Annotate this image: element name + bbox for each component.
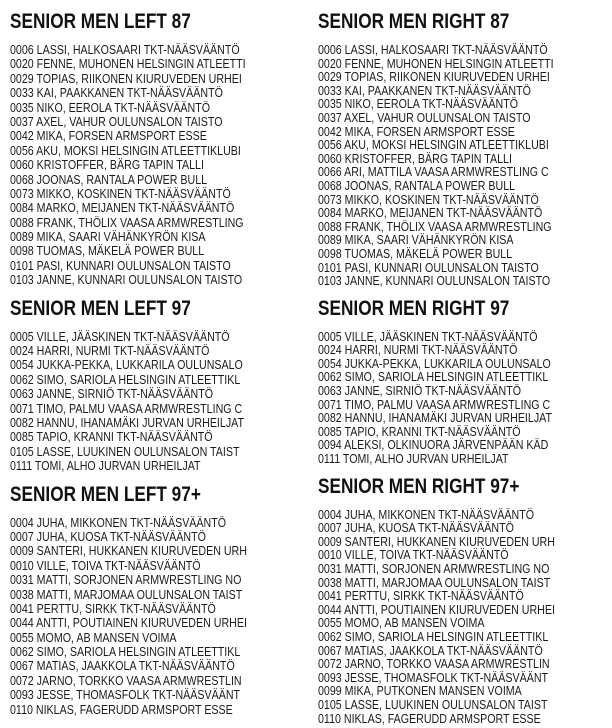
competitor-row-text: 0088 FRANK, THÖLIX VAASA ARMWRESTLING — [10, 214, 244, 230]
competitor-list-left-97plus — [10, 516, 304, 717]
competitor-row-text: 0098 TUOMAS, MÄKELÄ POWER BULL — [10, 243, 205, 259]
competitor-row — [10, 216, 304, 230]
competitor-row — [318, 274, 612, 288]
competitor-row — [10, 115, 304, 129]
competitor-row — [10, 559, 304, 573]
competitor-row-text: 0089 MIKA, SAARI VÄHÄNKYRÖN KISA — [10, 229, 206, 245]
competitor-row — [318, 357, 612, 371]
competitor-row — [10, 187, 304, 201]
competitor-row-text: 0033 KAI, PAAKKANEN TKT-NÄÄSVÄÄNTÖ — [10, 85, 223, 101]
competitor-row-text: 0009 SANTERI, HUKKANEN KIURUVEDEN URH — [10, 543, 247, 559]
competitor-row-text: 0073 MIKKO, KOSKINEN TKT-NÄÄSVÄÄNTÖ — [318, 191, 539, 207]
section-title-right-87 — [318, 10, 612, 34]
competitor-row-text: 0066 ARI, MATTILA VAASA ARMWRESTLING C — [318, 164, 549, 180]
competitor-row-text: 0110 NIKLAS, FAGERUDD ARMSPORT ESSE — [318, 710, 541, 726]
competitor-row-text: 0056 AKU, MOKSI HELSINGIN ATLEETTIKLUBI — [10, 142, 241, 158]
competitor-row — [318, 179, 612, 193]
competitor-row-text: 0042 MIKA, FORSEN ARMSPORT ESSE — [318, 123, 515, 139]
competitor-row — [318, 576, 612, 590]
competitor-row — [10, 645, 304, 659]
competitor-row — [10, 344, 304, 358]
competitor-list-right-97plus — [318, 508, 612, 726]
competitor-row-text: 0007 JUHA, KUOSA TKT-NÄÄSVÄÄNTÖ — [10, 528, 206, 544]
competitor-row — [10, 244, 304, 258]
competitor-row — [318, 657, 612, 671]
section-senior-men-left-97 — [10, 297, 304, 474]
competitor-row — [10, 201, 304, 215]
competitor-row-text: 0062 SIMO, SARIOLA HELSINGIN ATLEETTIKL — [318, 369, 549, 385]
competitor-row — [10, 259, 304, 273]
competitor-row-text: 0031 MATTI, SORJONEN ARMWRESTLING NO — [318, 561, 550, 576]
competitor-row — [318, 43, 612, 57]
section-title-left-97 — [10, 297, 304, 321]
section-title-text: SENIOR MEN LEFT 87 — [10, 10, 191, 33]
competitor-row — [318, 165, 612, 179]
competitor-row-text: 0082 HANNU, IHANAMÄKI JURVAN URHEILJAT — [318, 410, 552, 426]
competitor-row-text: 0044 ANTTI, POUTIAINEN KIURUVEDEN URHEI — [318, 601, 555, 617]
competitor-row — [318, 384, 612, 398]
competitor-row-text: 0103 JANNE, KUNNARI OULUNSALON TAISTO — [318, 273, 551, 289]
competitor-list-right-87 — [318, 43, 612, 288]
competitor-row-text: 0010 VILLE, TOIVA TKT-NÄÄSVÄÄNTÖ — [318, 547, 509, 563]
competitor-row — [10, 129, 304, 143]
competitor-row — [10, 516, 304, 530]
competitor-row — [318, 193, 612, 207]
competitor-row — [318, 698, 612, 712]
competitor-row-text: 0063 JANNE, SIRNIÖ TKT-NÄÄSVÄÄNTÖ — [318, 383, 522, 399]
competitor-row-text: 0029 TOPIAS, RIIKONEN KIURUVEDEN URHEI — [318, 69, 550, 85]
competitor-row-text: 0020 FENNE, MUHONEN HELSINGIN ATLEETTI — [10, 56, 246, 72]
competitor-row-text: 0110 NIKLAS, FAGERUDD ARMSPORT ESSE — [10, 701, 233, 717]
competitor-row-text: 0038 MATTI, MARJOMAA OULUNSALON TAIST — [318, 574, 551, 590]
competitor-row-text: 0031 MATTI, SORJONEN ARMWRESTLING NO — [10, 572, 242, 588]
competitor-row — [10, 703, 304, 717]
competitor-row — [10, 416, 304, 430]
competitor-row-text: 0071 TIMO, PALMU VAASA ARMWRESTLING C — [10, 400, 243, 416]
competitor-row-text: 0060 KRISTOFFER, BÄRG TAPIN TALLI — [318, 150, 512, 166]
section-title-right-97 — [318, 297, 612, 321]
competitor-row-text: 0111 TOMI, ALHO JURVAN URHEILJAT — [318, 451, 509, 467]
competitor-row — [10, 57, 304, 71]
competitor-row — [318, 330, 612, 344]
competitor-row-text: 0101 PASI, KUNNARI OULUNSALON TAISTO — [10, 257, 231, 273]
competitor-row-text: 0084 MARKO, MEIJANEN TKT-NÄÄSVÄÄNTÖ — [10, 200, 235, 216]
section-senior-men-right-97plus — [318, 475, 612, 726]
competitor-row-text: 0098 TUOMAS, MÄKELÄ POWER BULL — [318, 245, 513, 261]
competitor-row — [318, 425, 612, 439]
competitor-row-text: 0105 LASSE, LUUKINEN OULUNSALON TAIST — [318, 696, 548, 712]
competitor-row-text: 0060 KRISTOFFER, BÄRG TAPIN TALLI — [10, 157, 204, 173]
competitor-row-text: 0099 MIKA, PUTKONEN MANSEN VOIMA — [318, 683, 522, 699]
competitor-row-text: 0089 MIKA, SAARI VÄHÄNKYRÖN KISA — [318, 232, 514, 248]
competitor-row — [318, 97, 612, 111]
competitor-row — [10, 173, 304, 187]
competitor-row-text: 0063 JANNE, SIRNIÖ TKT-NÄÄSVÄÄNTÖ — [10, 386, 214, 402]
competitor-row-text: 0068 JOONAS, RANTALA POWER BULL — [318, 177, 516, 193]
competitor-row — [318, 562, 612, 576]
section-title-right-97plus — [318, 475, 612, 499]
competitor-row — [10, 688, 304, 702]
competitor-row — [10, 659, 304, 673]
competitor-row — [10, 602, 304, 616]
competitor-row-text: 0068 JOONAS, RANTALA POWER BULL — [10, 171, 208, 187]
competitor-row — [10, 459, 304, 473]
competitor-row — [318, 125, 612, 139]
competitor-row-text: 0071 TIMO, PALMU VAASA ARMWRESTLING C — [318, 396, 551, 412]
competitor-row — [318, 684, 612, 698]
competitor-row — [318, 233, 612, 247]
competitor-row — [318, 70, 612, 84]
competitor-row-text: 0062 SIMO, SARIOLA HELSINGIN ATLEETTIKL — [318, 628, 549, 644]
competitor-row — [10, 273, 304, 287]
competitor-row-text: 0005 VILLE, JÄÄSKINEN TKT-NÄÄSVÄÄNTÖ — [318, 328, 538, 344]
competitor-row-text: 0105 LASSE, LUUKINEN OULUNSALON TAIST — [10, 443, 240, 459]
competitor-row — [318, 138, 612, 152]
competitor-row — [10, 573, 304, 587]
competitor-row — [318, 589, 612, 603]
competitor-row-text: 0072 JARNO, TORKKO VAASA ARMWRESTLIN — [318, 656, 550, 672]
section-title-text: SENIOR MEN LEFT 97 — [10, 296, 191, 320]
competitor-row — [10, 230, 304, 244]
competitor-row-text: 0024 HARRI, NURMI TKT-NÄÄSVÄÄNTÖ — [318, 342, 518, 358]
competitor-row — [318, 712, 612, 726]
competitor-row-text: 0062 SIMO, SARIOLA HELSINGIN ATLEETTIKL — [10, 644, 241, 660]
competitor-row — [10, 544, 304, 558]
competitor-row — [318, 671, 612, 685]
section-title-text: SENIOR MEN LEFT 97+ — [10, 482, 201, 506]
section-senior-men-left-87 — [10, 10, 304, 288]
competitor-row-text: 0042 MIKA, FORSEN ARMSPORT ESSE — [10, 128, 207, 144]
competitor-row-text: 0044 ANTTI, POUTIAINEN KIURUVEDEN URHEI — [10, 615, 247, 631]
column-left-arm — [10, 8, 304, 717]
competitor-row-text: 0082 HANNU, IHANAMÄKI JURVAN URHEILJAT — [10, 414, 244, 430]
competitor-row — [318, 206, 612, 220]
competitor-row — [10, 86, 304, 100]
competitor-row-text: 0035 NIKO, EEROLA TKT-NÄÄSVÄÄNTÖ — [10, 99, 211, 115]
competitor-row — [10, 358, 304, 372]
competitor-row-text: 0007 JUHA, KUOSA TKT-NÄÄSVÄÄNTÖ — [318, 520, 514, 536]
competitor-row-text: 0056 AKU, MOKSI HELSINGIN ATLEETTIKLUBI — [318, 137, 549, 153]
competitor-row-text: 0038 MATTI, MARJOMAA OULUNSALON TAIST — [10, 586, 243, 602]
competitor-row-text: 0067 MATIAS, JAAKKOLA TKT-NÄÄSVÄÄNTÖ — [10, 658, 235, 674]
competitor-row — [10, 445, 304, 459]
competitor-row-text: 0093 JESSE, THOMASFOLK TKT-NÄÄSVÄÄNT — [10, 687, 241, 703]
competitor-row — [10, 101, 304, 115]
competitor-row-text: 0067 MATIAS, JAAKKOLA TKT-NÄÄSVÄÄNTÖ — [318, 642, 543, 658]
competitor-row-text: 0020 FENNE, MUHONEN HELSINGIN ATLEETTI — [318, 55, 554, 71]
competitor-row — [318, 630, 612, 644]
competitor-row-text: 0009 SANTERI, HUKKANEN KIURUVEDEN URH — [318, 533, 555, 549]
column-right-arm — [318, 8, 612, 725]
competitor-row — [10, 430, 304, 444]
competitor-row — [318, 343, 612, 357]
competitor-row-text: 0006 LASSI, HALKOSAARI TKT-NÄÄSVÄÄNTÖ — [318, 42, 548, 57]
competitor-row-text: 0010 VILLE, TOIVA TKT-NÄÄSVÄÄNTÖ — [10, 557, 201, 573]
competitor-row-text: 0041 PERTTU, SIRKK TKT-NÄÄSVÄÄNTÖ — [318, 588, 524, 604]
competitor-row-text: 0111 TOMI, ALHO JURVAN URHEILJAT — [10, 458, 201, 474]
competitor-row — [318, 438, 612, 452]
competitor-row — [318, 508, 612, 522]
competitor-row — [318, 84, 612, 98]
competitor-row-text: 0062 SIMO, SARIOLA HELSINGIN ATLEETTIKL — [10, 371, 241, 387]
competitor-row-text: 0073 MIKKO, KOSKINEN TKT-NÄÄSVÄÄNTÖ — [10, 185, 231, 201]
competitor-row-text: 0072 JARNO, TORKKO VAASA ARMWRESTLIN — [10, 672, 242, 688]
section-title-text: SENIOR MEN RIGHT 97+ — [318, 474, 520, 498]
competitor-row — [318, 398, 612, 412]
competitor-row — [318, 616, 612, 630]
competitor-row-text: 0004 JUHA, MIKKONEN TKT-NÄÄSVÄÄNTÖ — [10, 514, 227, 530]
competitor-row-text: 0024 HARRI, NURMI TKT-NÄÄSVÄÄNTÖ — [10, 343, 210, 359]
competitor-row-text: 0084 MARKO, MEIJANEN TKT-NÄÄSVÄÄNTÖ — [318, 205, 543, 221]
competitor-row — [318, 57, 612, 71]
competitor-row — [318, 411, 612, 425]
competitor-row-text: 0037 AXEL, VAHUR OULUNSALON TAISTO — [10, 113, 223, 129]
competitor-row — [318, 220, 612, 234]
competitor-list-left-87 — [10, 43, 304, 288]
competitor-row — [10, 158, 304, 172]
competitor-row-text: 0029 TOPIAS, RIIKONEN KIURUVEDEN URHEI — [10, 70, 242, 86]
competitor-row — [318, 261, 612, 275]
competitor-row-text: 0054 JUKKA-PEKKA, LUKKARILA OULUNSALO — [318, 355, 551, 371]
section-title-text: SENIOR MEN RIGHT 97 — [318, 296, 510, 320]
competitor-row — [318, 152, 612, 166]
competitor-row — [318, 370, 612, 384]
competitor-row — [318, 521, 612, 535]
competitor-row — [10, 616, 304, 630]
competitor-row-text: 0004 JUHA, MIKKONEN TKT-NÄÄSVÄÄNTÖ — [318, 506, 535, 522]
competitor-row — [10, 43, 304, 57]
competitor-row-text: 0005 VILLE, JÄÄSKINEN TKT-NÄÄSVÄÄNTÖ — [10, 328, 230, 344]
section-senior-men-right-87 — [318, 10, 612, 288]
competitor-row-text: 0006 LASSI, HALKOSAARI TKT-NÄÄSVÄÄNTÖ — [10, 42, 240, 57]
competitor-row-text: 0033 KAI, PAAKKANEN TKT-NÄÄSVÄÄNTÖ — [318, 82, 531, 98]
competitor-row-text: 0085 TAPIO, KRANNI TKT-NÄÄSVÄÄNTÖ — [318, 423, 521, 439]
competitor-row-text: 0094 ALEKSI, OLKINUORA JÄRVENPÄÄN KÄD — [318, 437, 549, 453]
competitor-row — [10, 402, 304, 416]
competitor-row — [10, 144, 304, 158]
competitor-row-text: 0054 JUKKA-PEKKA, LUKKARILA OULUNSALO — [10, 357, 243, 373]
competitor-row — [10, 588, 304, 602]
competitor-row-text: 0055 MOMO, AB MANSEN VOIMA — [318, 615, 485, 631]
competitor-row — [10, 530, 304, 544]
section-title-left-97plus — [10, 483, 304, 507]
competitor-row-text: 0041 PERTTU, SIRKK TKT-NÄÄSVÄÄNTÖ — [10, 600, 216, 616]
competitor-row — [10, 373, 304, 387]
competitor-row — [318, 535, 612, 549]
competitor-row — [318, 548, 612, 562]
competitor-row — [318, 644, 612, 658]
competitor-row — [10, 330, 304, 344]
competitor-row — [10, 674, 304, 688]
competitor-row — [318, 452, 612, 466]
competitor-row-text: 0055 MOMO, AB MANSEN VOIMA — [10, 629, 177, 645]
competitor-row — [318, 111, 612, 125]
competitor-row-text: 0103 JANNE, KUNNARI OULUNSALON TAISTO — [10, 272, 243, 288]
competitor-list-right-97 — [318, 330, 612, 466]
competitor-row-text: 0037 AXEL, VAHUR OULUNSALON TAISTO — [318, 109, 531, 125]
competitor-row-text: 0085 TAPIO, KRANNI TKT-NÄÄSVÄÄNTÖ — [10, 429, 213, 445]
competitor-row-text: 0088 FRANK, THÖLIX VAASA ARMWRESTLING — [318, 218, 552, 234]
competitor-row — [318, 247, 612, 261]
competitor-row — [318, 603, 612, 617]
competitor-row — [10, 72, 304, 86]
competitor-row — [10, 631, 304, 645]
competitor-row-text: 0093 JESSE, THOMASFOLK TKT-NÄÄSVÄÄNT — [318, 669, 549, 685]
section-senior-men-right-97 — [318, 297, 612, 466]
section-senior-men-left-97plus — [10, 483, 304, 717]
section-title-left-87 — [10, 10, 304, 34]
competitor-row-text: 0101 PASI, KUNNARI OULUNSALON TAISTO — [318, 259, 539, 275]
competitor-list-left-97 — [10, 330, 304, 474]
competitor-row-text: 0035 NIKO, EEROLA TKT-NÄÄSVÄÄNTÖ — [318, 96, 519, 112]
competitor-row — [10, 387, 304, 401]
section-title-text: SENIOR MEN RIGHT 87 — [318, 10, 510, 33]
